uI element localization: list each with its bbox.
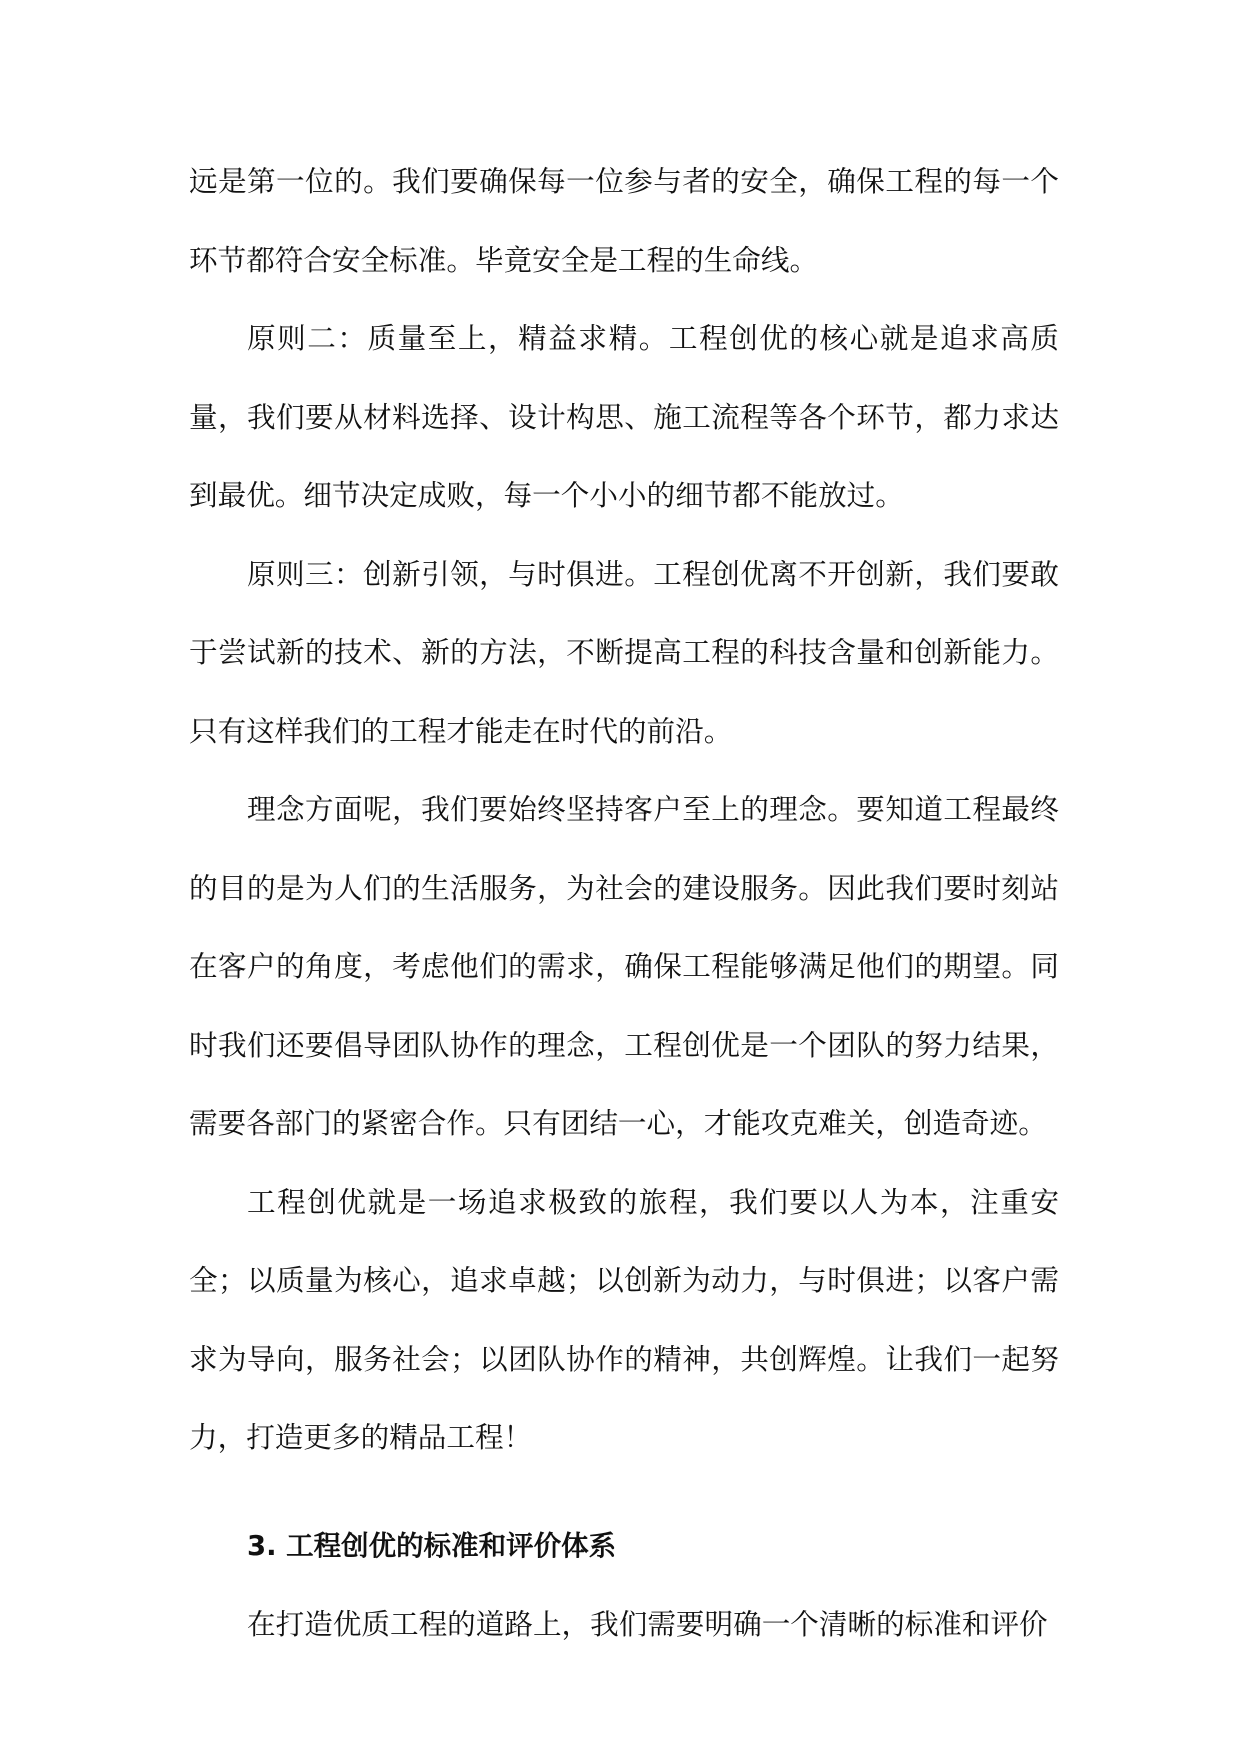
paragraph-standards-intro: 在打造优质工程的道路上，我们需要明确一个清晰的标准和评价 xyxy=(247,1607,1048,1641)
section-heading: 3. 工程创优的标准和评价体系 xyxy=(247,1529,617,1562)
paragraph-concepts: 理念方面呢，我们要始终坚持客户至上的理念。要知道工程最终的目的是为人们的生活服务，为社会的建设服务。因此我们要时刻站在客户的角度，考虑他们的需求，确保工程能够满足他们的期望。同时我们还要倡导团队协作的理念，工程创优是一个团队的努力结果，需要各部门的紧密合作。只有团结一心，才能攻克难关，创造奇迹。 xyxy=(189,792,1059,1140)
paragraph-safety-continuation: 远是第一位的。我们要确保每一位参与者的安全，确保工程的每一个环节都符合安全标准。毕竟安全是工程的生命线。 xyxy=(189,164,1059,277)
document-body xyxy=(189,142,1059,1664)
paragraph-principle-two: 原则二：质量至上，精益求精。工程创优的核心就是追求高质量，我们要从材料选择、设计构思、施工流程等各个环节，都力求达到最优。细节决定成败，每一个小小的细节都不能放过。 xyxy=(189,321,1059,512)
paragraph-principle-three: 原则三：创新引领，与时俱进。工程创优离不开创新，我们要敢于尝试新的技术、新的方法，不断提高工程的科技含量和创新能力。只有这样我们的工程才能走在时代的前沿。 xyxy=(189,556,1059,748)
paragraph-summary: 工程创优就是一场追求极致的旅程，我们要以人为本，注重安全；以质量为核心，追求卓越；以创新为动力，与时俱进；以客户需求为导向，服务社会；以团队协作的精神，共创辉煌。让我们一起努力，打造更多的精品工程！ xyxy=(189,1184,1059,1454)
